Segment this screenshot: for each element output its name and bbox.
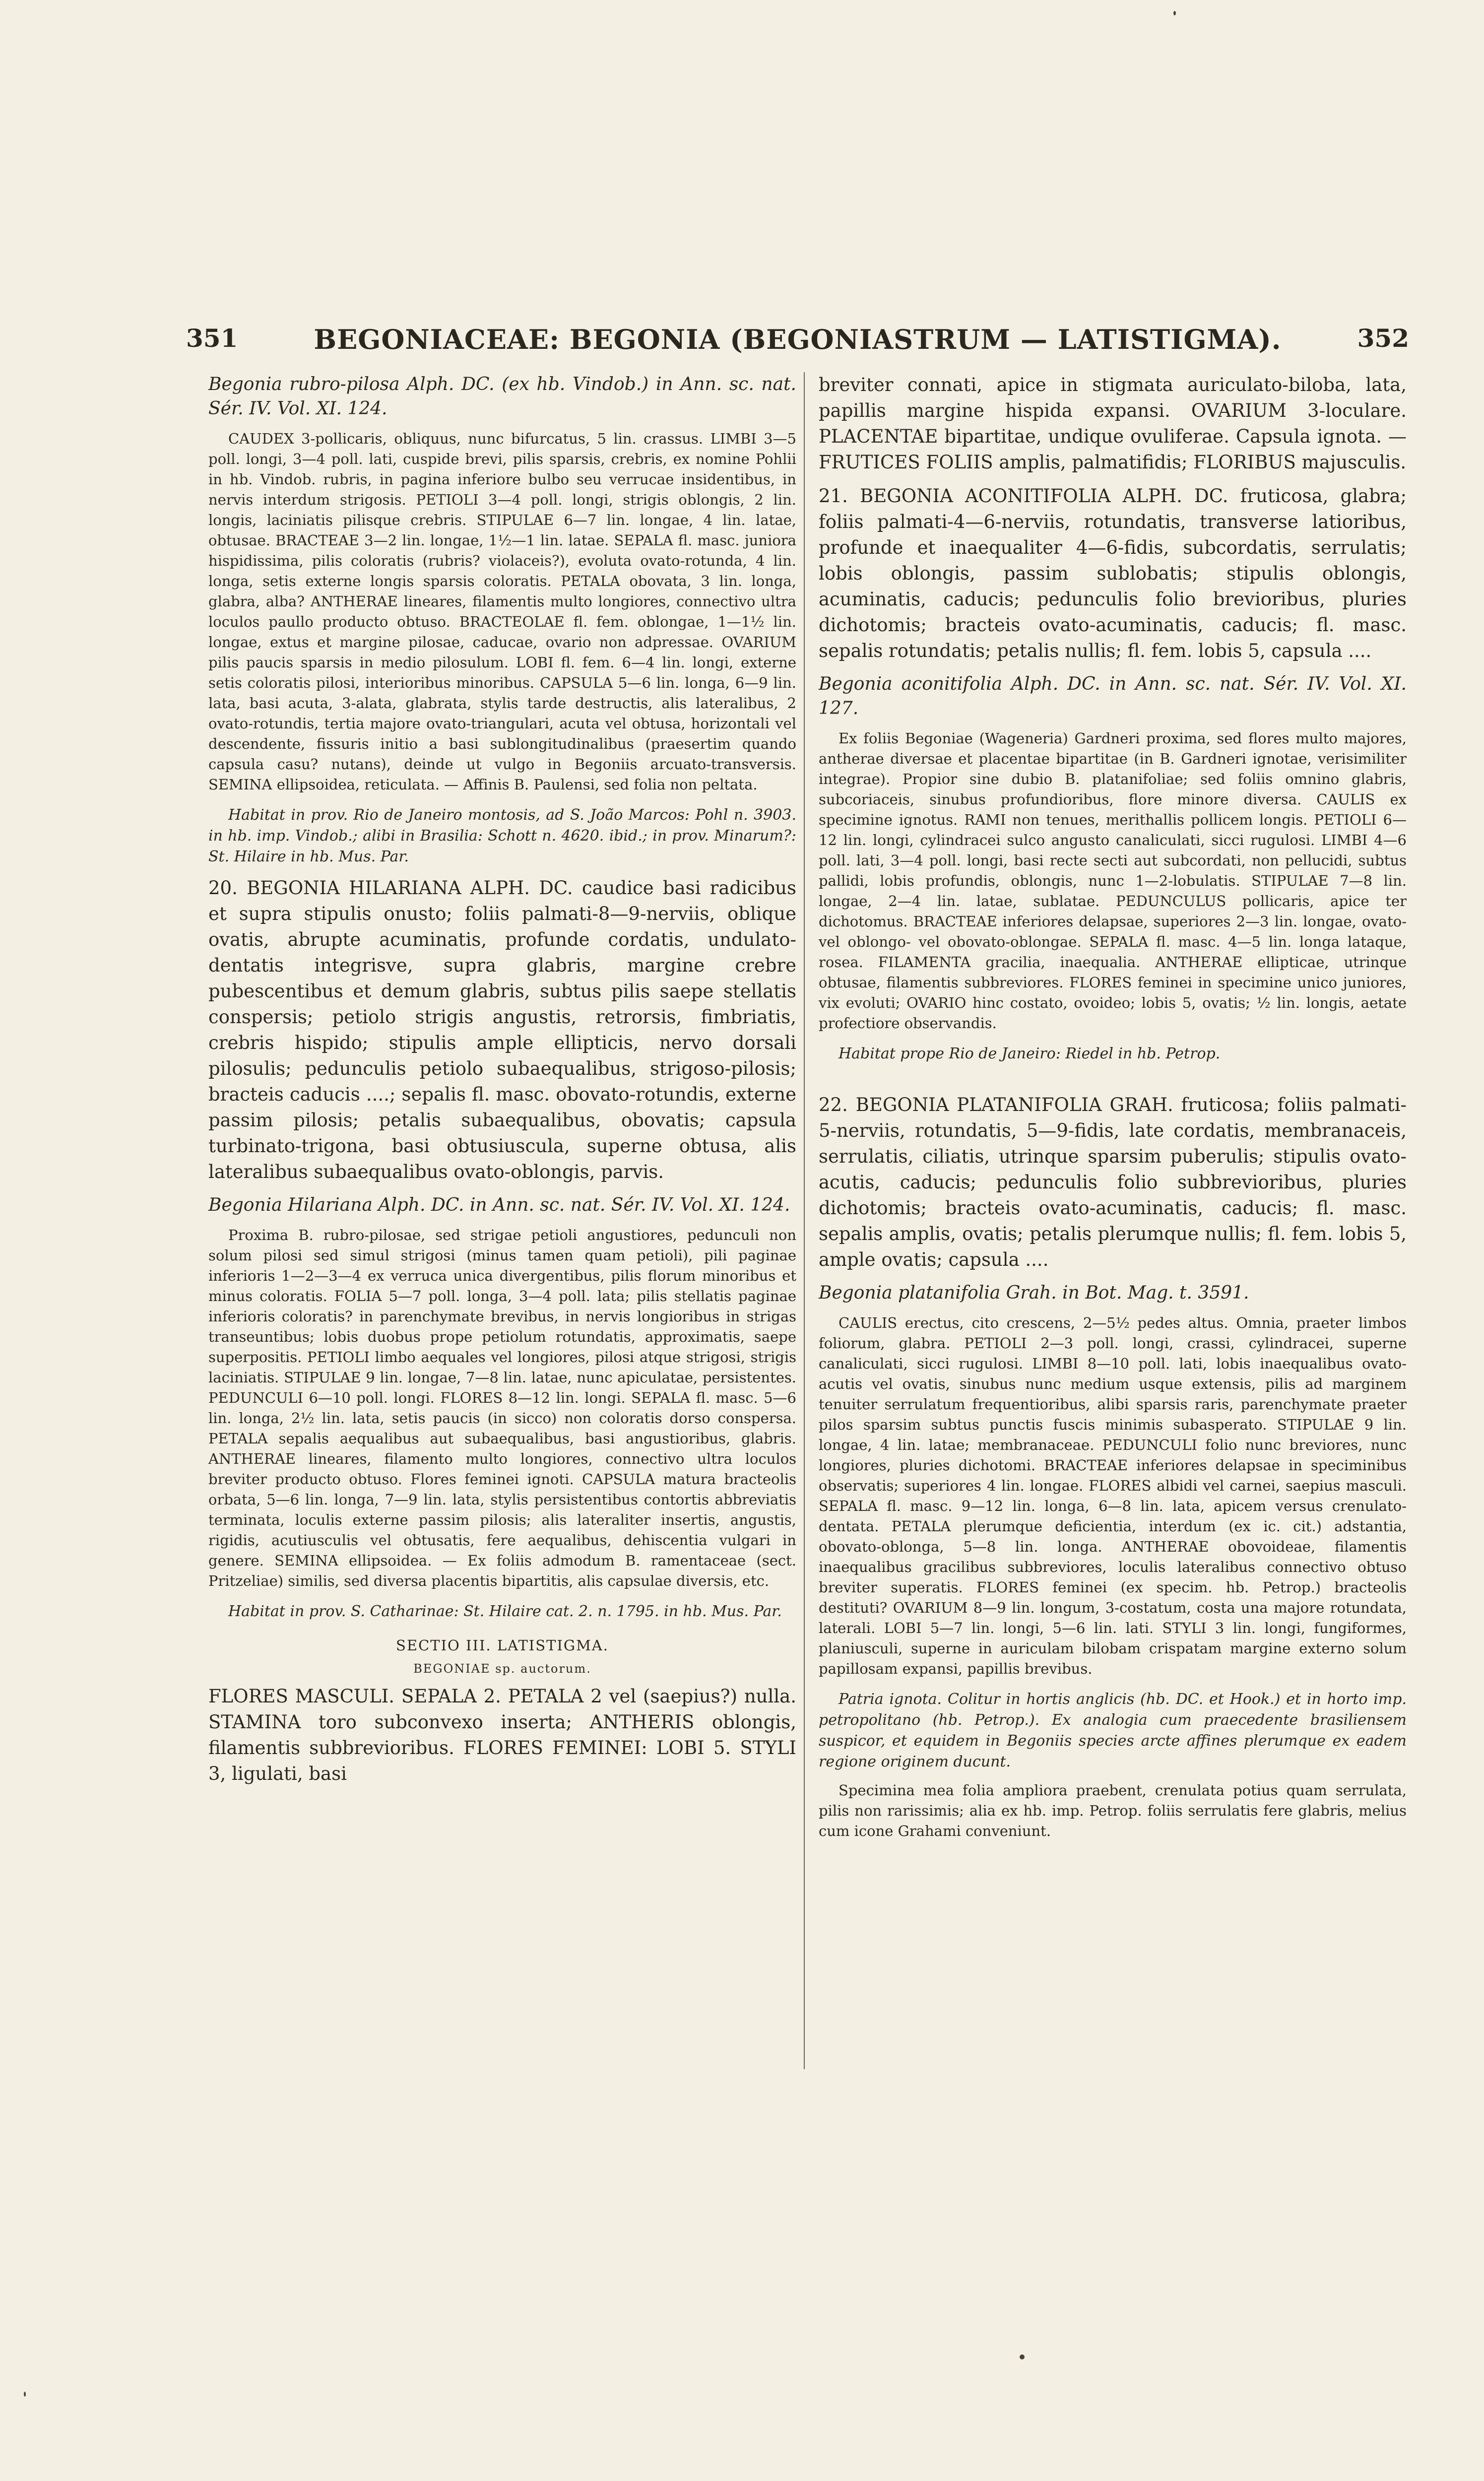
paper-speck (1173, 11, 1176, 15)
page-number-right: 352 (1357, 324, 1409, 353)
section-characters-continued: breviter connati, apice in stigmata auriculato-biloba, lata, papillis margine hispida expansi. OVARIUM 3-loculare. PLACENTAE bipartitae, undique ovuliferae. Capsula ignota. — FRUTICES FOLIIS amplis, palmatifidis; FLORIBUS majusculis. (819, 374, 1407, 473)
description-platanifolia: CAULIS erectus, cito crescens, 2—5½ pedes altus. Omnia, praeter limbos foliorum, glabra. PETIOLI 2—3 poll. longi, crassi, cylindracei, superne canaliculati, sicci rugulosi. LIMBI 8—10 poll. lati, lobis inaequalibus ovato-acutis vel ovatis, sinubus nunc medium usque extensis, pilis ad marginem tenuiter serrulatum frequentioribus, alibi sparsis raris, parenchymate praeter pilos sparsim subtus punctis fuscis minimis subasperato. STIPULAE 9 lin. longae, 4 lin. latae; membranaceae. PEDUNCULI folio nunc breviores, nunc longiores, pluries dichotomi. BRACTEAE inferiores delapsae in speciminibus observatis; superiores 4 lin. longae. FLORES albidi vel carnei, saepius masculi. SEPALA fl. masc. 9—12 lin. longa, 6—8 lin. lata, apicem versus crenulato-dentata. PETALA plerumque deficientia, interdum (ex ic. cit.) adstantia, obovato-oblonga, 5—8 lin. longa. ANTHERAE obovoideae, filamentis inaequalibus gracilibus subbreviores, loculis lateralibus connectivo obtuso breviter superatis. FLORES feminei (ex specim. hb. Petrop.) bracteolis destituti? OVARIUM 8—9 lin. longum, 3-costatum, costa una majore rotundata, laterali. LOBI 5—7 lin. longi, 5—6 lin. lati. STYLI 3 lin. longi, fungiformes, planiusculi, superne in auriculam bilobam crispatam margine externo solum papillosam expansi, papillis brevibus. (819, 1314, 1407, 1677)
right-column (819, 372, 1407, 1849)
habitat-rubro-pilosa: Habitat in prov. Rio de Janeiro montosis, ad S. João Marcos: Pohl n. 3903. in hb. imp. Vindob.; alibi in Brasilia: Schott n. 4620. ibid.; in prov. Minarum?: St. Hilaire in hb. Mus. Par. (208, 806, 796, 865)
habitat-hilariana: Habitat in prov. S. Catharinae: St. Hilaire cat. 2. n. 1795. in hb. Mus. Par. (228, 1603, 782, 1620)
citation-rubro-pilosa: Begonia rubro-pilosa Alph. DC. (ex hb. Vindob.) in Ann. sc. nat. Sér. IV. Vol. XI. 124. (208, 374, 796, 419)
description-hilariana: Proxima B. rubro-pilosae, sed strigae petioli angustiores, pedunculi non solum pilosi sed simul strigosi (minus tamen quam petioli), pili paginae inferioris 1—2—3—4 ex verruca unica divergentibus, pilis florum minoribus et minus coloratis. FOLIA 5—7 poll. longa, 3—4 poll. lata; pilis stellatis paginae inferioris coloratis? in parenchymate brevibus, in nervis longioribus in strigas transeuntibus; lobis duobus prope petiolum rotundatis, approximatis, saepe superpositis. PETIOLI limbo aequales vel longiores, pilosi atque strigosi, strigis laciniatis. STIPULAE 9 lin. longae, 7—8 lin. latae, nunc apiculatae, persistentes. PEDUNCULI 6—10 poll. longi. FLORES 8—12 lin. longi. SEPALA fl. masc. 5—6 lin. longa, 2½ lin. lata, setis paucis (in sicco) non coloratis dorso conspersa. PETALA sepalis aequalibus aut subaequalibus, basi angustioribus, glabris. ANTHERAE lineares, filamento multo longiores, connectivo ultra loculos breviter producto obtuso. Flores feminei ignoti. CAPSULA matura bracteolis orbata, 5—6 lin. longa, 7—9 lin. lata, stylis persistentibus contortis abbreviatis terminata, loculis externe passim pilosis; alis lateraliter insertis, angustis, rigidis, acutiusculis vel obtusatis, fere aequalibus, dehiscentia vulgari in genere. SEMINA ellipsoidea. — Ex foliis admodum B. ramentaceae (sect. Pritzeliae) similis, sed diversa placentis bipartitis, alis capsulae diversis, etc. (208, 1227, 796, 1589)
note-platanifolia: Specimina mea folia ampliora praebent, crenulata potius quam serrulata, pilis non rarissimis; alia ex hb. imp. Petrop. foliis serrulatis fere glabris, melius cum icone Grahami conveniunt. (819, 1782, 1407, 1839)
spacer (819, 1072, 1407, 1092)
description-rubro-pilosa: CAUDEX 3-pollicaris, obliquus, nunc bifurcatus, 5 lin. crassus. LIMBI 3—5 poll. longi, 3—4 poll. lati, cuspide brevi, pilis sparsis, crebris, ex nomine Pohlii in hb. Vindob. rubris, in pagina inferiore bulbo seu verrucae insidentibus, in nervis interdum strigosis. PETIOLI 3—4 poll. longi, strigis oblongis, 2 lin. longis, laciniatis pilisque crebris. STIPULAE 6—7 lin. longae, 4 lin. latae, obtusae. BRACTEAE 3—2 lin. longae, 1½—1 lin. latae. SEPALA fl. masc. juniora hispidissima, pilis coloratis (rubris? violaceis?), evoluta ovato-rotunda, 4 lin. longa, setis externe longis sparsis coloratis. PETALA obovata, 3 lin. longa, glabra, alba? ANTHERAE lineares, filamentis multo longiores, connectivo ultra loculos paullo producto obtuso. BRACTEOLAE fl. fem. oblongae, 1—1½ lin. longae, extus et margine pilosae, caducae, ovario non adpressae. OVARIUM pilis paucis sparsis in medio pilosulum. LOBI fl. fem. 6—4 lin. longi, externe setis coloratis pilosi, interioribus minoribus. CAPSULA 5—6 lin. longa, 6—9 lin. lata, basi acuta, 3-alata, glabrata, stylis tarde destructis, alis lateralibus, 2 ovato-rotundis, tertia majore ovato-triangulari, acuta vel obtusa, horizontali vel descendente, fissuris initio a basi sublongitudinalibus (praesertim quando capsula casu? nutans), deinde ut vulgo in Begoniis arcuato-transversis. SEMINA ellipsoidea, reticulata. — Affinis B. Paulensi, sed folia non peltata. (208, 430, 796, 793)
left-column (208, 372, 796, 1795)
running-title: BEGONIACEAE: BEGONIA (BEGONIASTRUM — LATISTIGMA). (314, 324, 1282, 355)
section-subheading: BEGONIAE sp. auctorum. (413, 1662, 591, 1676)
section-characters: FLORES MASCULI. SEPALA 2. PETALA 2 vel (saepius?) nulla. STAMINA toro subconvexo inserta; ANTHERIS oblongis, filamentis subbrevioribus. FLORES FEMINEI: LOBI 5. STYLI 3, ligulati, basi (208, 1686, 796, 1784)
paper-speck (24, 2392, 26, 2397)
diagnosis-platanifolia: 22. BEGONIA PLATANIFOLIA GRAH. fruticosa; foliis palmati-5-nerviis, rotundatis, 5—9-fidis, late cordatis, membranaceis, serrulatis, ciliatis, utrinque sparsim puberulis; stipulis ovato-acutis, caducis; pedunculis folio subbrevioribus, pluries dichotomis; bracteis ovato-acuminatis, caducis; fl. masc. sepalis amplis, ovatis; petalis plerumque nullis; fl. fem. lobis 5, ample ovatis; capsula .... (819, 1094, 1407, 1270)
citation-aconitifolia: Begonia aconitifolia Alph. DC. in Ann. sc. nat. Sér. IV. Vol. XI. 127. (819, 674, 1407, 718)
description-aconitifolia: Ex foliis Begoniae (Wageneria) Gardneri proxima, sed flores multo majores, antherae diversae et placentae bipartitae (in B. Gardneri ignotae, verisimiliter integrae). Propior sine dubio B. platanifoliae; sed foliis omnino glabris, subcoriaceis, sinubus profundioribus, flore minore diversa. CAULIS ex specimine ignotus. RAMI non tenues, merithallis pollicem longis. PETIOLI 6—12 lin. longi, cylindracei sulco angusto canaliculati, sicci rugulosi. LIMBI 4—6 poll. lati, 3—4 poll. longi, basi recte secti aut subcordati, non pellucidi, subtus pallidi, lobis profundis, oblongis, nunc 1—2-lobulatis. STIPULAE 7—8 lin. longae, 2—4 lin. latae, sublatae. PEDUNCULUS pollicaris, apice ter dichotomus. BRACTEAE inferiores delapsae, superiores 2—3 lin. longae, ovato- vel oblongo- vel obovato-oblongae. SEPALA fl. masc. 4—5 lin. longa lataque, rosea. FILAMENTA gracilia, inaequalia. ANTHERAE ellipticae, utrinque obtusae, filamentis subbreviores. FLORES feminei in specimine unico juniores, vix evoluti; OVARIO hinc costato, ovoideo; lobis 5, ovatis; ½ lin. longis, aetate profectiore observandis. (819, 730, 1407, 1032)
citation-hilariana: Begonia Hilariana Alph. DC. in Ann. sc. nat. Sér. IV. Vol. XI. 124. (208, 1195, 790, 1215)
section-heading: SECTIO III. LATISTIGMA. (396, 1637, 609, 1654)
citation-platanifolia: Begonia platanifolia Grah. in Bot. Mag. t. 3591. (819, 1283, 1249, 1303)
paper-speck (1020, 2354, 1025, 2359)
habitat-aconitifolia: Habitat prope Rio de Janeiro: Riedel in hb. Petrop. (839, 1045, 1221, 1062)
page-header (186, 324, 1409, 353)
diagnosis-hilariana: 20. BEGONIA HILARIANA ALPH. DC. caudice basi radicibus et supra stipulis onusto; foliis palmati-8—9-nerviis, oblique ovatis, abrupte acuminatis, profunde cordatis, undulato-dentatis integrisve, supra glabris, margine crebre pubescentibus et demum glabris, subtus pilis saepe stellatis conspersis; petiolo strigis angustis, retrorsis, fimbriatis, crebris hispido; stipulis ample ellipticis, nervo dorsali pilosulis; pedunculis petiolo subaequalibus, strigoso-pilosis; bracteis caducis ....; sepalis fl. masc. obovato-rotundis, externe passim pilosis; petalis subaequalibus, obovatis; capsula turbinato-trigona, basi obtusiuscula, superne obtusa, alis lateralibus subaequalibus ovato-oblongis, parvis. (208, 877, 796, 1182)
page-number-left: 351 (186, 324, 238, 353)
diagnosis-aconitifolia: 21. BEGONIA ACONITIFOLIA ALPH. DC. fruticosa, glabra; foliis palmati-4—6-nerviis, rotundatis, transverse latioribus, profunde et inaequaliter 4—6-fidis, subcordatis, serrulatis; lobis oblongis, passim sublobatis; stipulis oblongis, acuminatis, caducis; pedunculis folio brevioribus, pluries dichotomis; bracteis ovato-acuminatis, caducis; fl. masc. sepalis rotundatis; petalis nullis; fl. fem. lobis 5, capsula .... (819, 485, 1407, 661)
habitat-platanifolia: Patria ignota. Colitur in hortis anglicis (hb. DC. et Hook.) et in horto imp. petropolitano (hb. Petrop.). Ex analogia cum praecedente brasiliensem suspicor, et equidem in Begoniis species arcte affines plerumque ex eadem regione originem ducunt. (819, 1691, 1407, 1770)
column-divider (804, 372, 805, 2069)
